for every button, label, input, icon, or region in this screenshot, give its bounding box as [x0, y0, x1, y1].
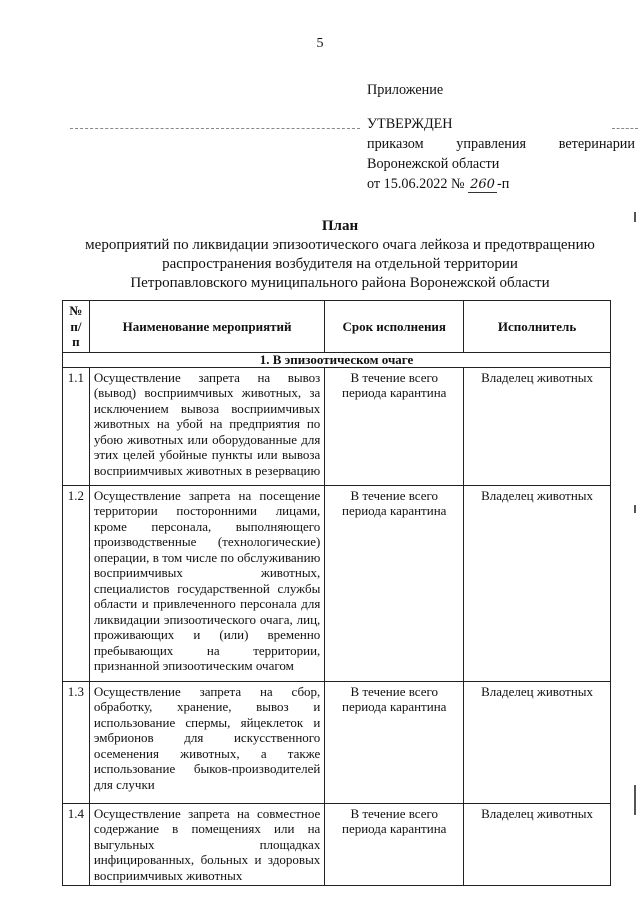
- title-heading: План: [321, 218, 359, 234]
- row-action: Осуществление запрета на вывоз (вывод) восприимчивых животных, за исключением вывоза восприимчивых животных на убой на предприятия по убою животных или оборудованные для этих целей убойные пункты или вывоза восприимчивых животных в резервацию: [89, 367, 325, 485]
- row-num: 1.2: [63, 485, 90, 681]
- approval-date-line: [367, 174, 635, 194]
- plan-table: [62, 300, 611, 886]
- scan-edge-mark: [634, 505, 636, 513]
- row-term: В течение всего периода карантина: [325, 803, 464, 886]
- table-row: [63, 681, 611, 803]
- row-executor: Владелец животных: [464, 681, 611, 803]
- row-action: Осуществление запрета на сбор, обработку, хранение, вывоз и использование спермы, яйцеклеток и эмбрионов для искусственного осеменения животных, а также использование быков-производителей для случки: [89, 681, 325, 803]
- approval-suffix: -п: [496, 176, 510, 192]
- table-row: [63, 485, 611, 681]
- approval-date: от 15.06.2022 №: [367, 176, 465, 192]
- header-num: № п/п: [63, 301, 90, 353]
- header-name: Наименование мероприятий: [89, 301, 325, 353]
- section-title: 1. В эпизоотическом очаге: [63, 352, 611, 367]
- scan-artifact-line: [70, 128, 360, 129]
- row-action: Осуществление запрета на посещение территории посторонними лицами, кроме персонала, выполняющего производственные (технологические) операции, в том числе по обслуживанию восприимчивых животных, специалистов государственной службы области и привлеченного персонала для ликвидации эпизоотического очага, лиц, проживающих и (или) временно пребывающих на территории, признанной эпизоотическим очагом: [89, 485, 325, 681]
- title-line-2: распространения возбудителя на отдельной территории: [162, 256, 518, 272]
- approval-region-line: Воронежской области: [367, 156, 500, 172]
- scan-edge-mark: [634, 785, 636, 815]
- table-row: [63, 803, 611, 886]
- document-title: [50, 217, 630, 293]
- row-term: В течение всего периода карантина: [325, 367, 464, 485]
- scan-edge-mark: [634, 212, 636, 222]
- row-num: 1.3: [63, 681, 90, 803]
- header-term: Срок исполнения: [325, 301, 464, 353]
- page-number: 5: [316, 36, 324, 51]
- table-row: [63, 367, 611, 485]
- approval-block: [367, 80, 635, 194]
- row-executor: Владелец животных: [464, 485, 611, 681]
- row-action: Осуществление запрета на совместное содержание в помещениях или на выгульных площадках инфицированных, больных и здоровых восприимчивых животных: [89, 803, 325, 886]
- row-term: В течение всего периода карантина: [325, 681, 464, 803]
- row-term: В течение всего периода карантина: [325, 485, 464, 681]
- row-num: 1.1: [63, 367, 90, 485]
- approved-label: УТВЕРЖДЕН: [367, 116, 453, 132]
- appendix-label: Приложение: [367, 82, 444, 98]
- title-line-3: Петропавловского муниципального района Воронежской области: [130, 275, 550, 291]
- header-executor: Исполнитель: [464, 301, 611, 353]
- table-header-row: [63, 301, 611, 353]
- row-num: 1.4: [63, 803, 90, 886]
- row-executor: Владелец животных: [464, 367, 611, 485]
- title-line-1: мероприятий по ликвидации эпизоотического очага лейкоза и предотвращению: [85, 237, 595, 253]
- section-row: [63, 352, 611, 367]
- row-executor: Владелец животных: [464, 803, 611, 886]
- approval-order-line: приказом управления ветеринарии: [367, 136, 635, 152]
- approval-number: 260: [470, 177, 495, 192]
